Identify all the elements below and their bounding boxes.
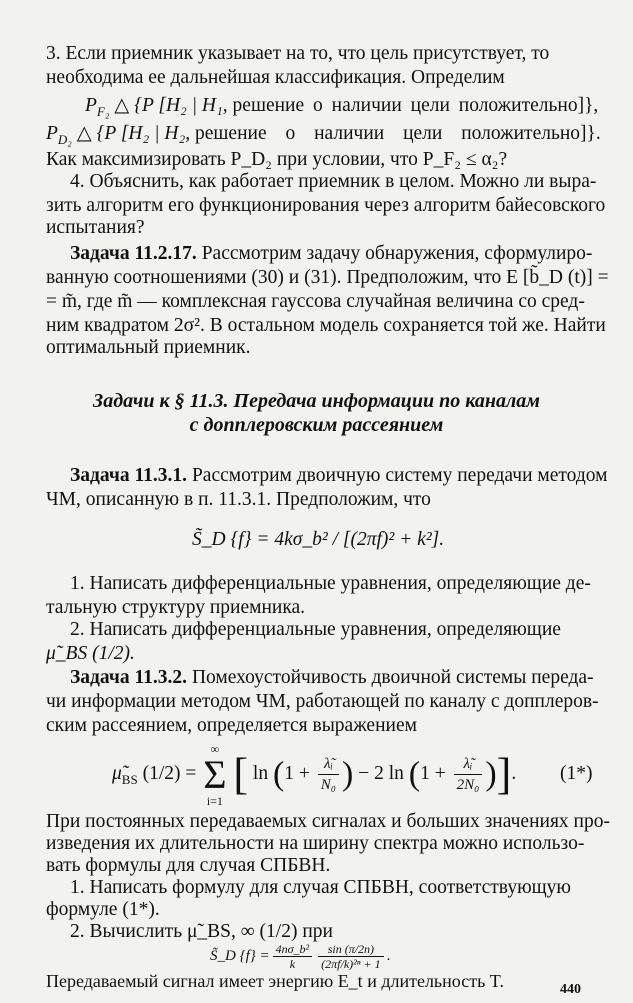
sd2-frac1: [273, 942, 313, 971]
item2-line2: μ̃_BS (1/2).: [46, 643, 135, 664]
task-11-2-17-line5: оптимальный приемник.: [46, 337, 251, 358]
pd-text: решение о наличии цели положительно]}.: [195, 123, 601, 144]
frac-lambda-2n0: [454, 754, 483, 795]
task-11-2-17-line1: [70, 240, 592, 267]
task-11-3-2-line1: [70, 664, 594, 691]
mu-lhs: μ̃: [112, 763, 122, 784]
sum-symbol: ∞ Σ i=1: [203, 741, 227, 808]
task-11-3-1-label: Задача 11.3.1.: [70, 465, 188, 486]
para5-line1: Передаваемый сигнал имеет энергию E_t и длительность T.: [46, 971, 504, 991]
formula-pd: [46, 120, 601, 148]
pf-text: решение о наличии цели положительно]},: [232, 95, 599, 116]
minus-2ln: − 2 ln: [358, 763, 404, 784]
item1-line2: тальную структуру приемника.: [46, 597, 306, 618]
pd-lhs: P: [46, 123, 58, 144]
task-11-3-1-text1: Рассмотрим двоичную систему передачи методом: [191, 465, 608, 486]
sd2-frac2-den: (2πf/k)²ⁿ + 1: [321, 957, 381, 971]
formula-pf: [85, 92, 598, 120]
para1-line1: 3. Если приемник указывает на то, что цель присутствует, то: [46, 43, 550, 64]
task-11-2-17-line2: ванную соотношениями (30) и (31). Предположим, что E [b̃_D (t)] =: [46, 267, 609, 288]
frac2-num: λ̃ᵢ: [454, 754, 483, 775]
page-number: 440: [560, 982, 581, 997]
para4-line3: вать формулы для случая СПБВН.: [46, 855, 331, 876]
task-11-3-2-label: Задача 11.3.2.: [70, 667, 188, 688]
para3-line1: 4. Объяснить, как работает приемник в целом. Можно ли выра-: [70, 171, 597, 192]
para3-line3: испытания?: [46, 217, 145, 238]
sd2-lhs: S̃_D {f} =: [210, 947, 270, 964]
ln1: ln: [252, 763, 269, 784]
task-11-2-17-text1: Рассмотрим задачу обнаружения, сформулиро-: [201, 243, 593, 264]
para4-line1: При постоянных передаваемых сигналах и больших значениях про-: [46, 811, 610, 832]
para2-line1: Как максимизировать P_D₂ при условии, что P_F₂ ≤ α₂?: [46, 149, 508, 170]
task-11-3-1-line2: ЧМ, описанную в п. 11.3.1. Предположим, что: [46, 489, 431, 510]
pf-body: {P [H₂ | H₁,: [134, 95, 228, 116]
item2-line1: 2. Написать дифференциальные уравнения, определяющие: [70, 619, 561, 640]
pf-lhs: P: [85, 95, 97, 116]
task-11-3-2-text1: Помехоустойчивость двоичной системы переда-: [191, 667, 594, 688]
frac-lambda-n0: [318, 754, 339, 795]
task-11-3-1-line1: [70, 462, 607, 489]
pd-lhs-sub: D₂: [57, 132, 72, 147]
item3-line2: формуле (1*).: [46, 899, 160, 920]
one-plus-2: 1 +: [420, 763, 446, 784]
sd2-frac2-num: sin (π/2n): [318, 942, 383, 957]
one-plus-1: 1 +: [284, 763, 310, 784]
sd2-frac1-den: k: [289, 957, 296, 971]
task-11-2-17-line3: = m̃, где m̃ — комплексная гауссова случайная величина со сред-: [46, 291, 585, 312]
para4-line2: изведения их длительности на ширину спектра можно использо-: [46, 833, 585, 854]
section-heading-line2: с допплеровским рассеянием: [189, 414, 444, 436]
sd2-frac1-num: 4nσ_b²: [273, 942, 313, 957]
pd-delta: △: [76, 123, 92, 144]
equation-tag: (1*): [560, 763, 593, 784]
formula-mu-bs: $\mũ_{BS}$ (1/2) = ∞ Σ i=1 [ ln (1 + $\frac{\text{λ̃ᵢ}}{\text{N₀}}$ ) − 2 ln (1 + $\frac{\text{λ̃ᵢ}}{\text{2N₀}}$ )].: [112, 741, 517, 808]
pf-lhs-sub: F₂: [96, 104, 110, 119]
pf-delta: △: [114, 95, 130, 116]
para3-line2: зить алгоритм его функционирования через алгоритм байесовского: [46, 195, 606, 216]
task-11-2-17-label: Задача 11.2.17.: [70, 243, 197, 264]
sd2-end: .: [386, 947, 391, 964]
mu-arg: (1/2) =: [142, 763, 197, 784]
frac1-num: λ̃ᵢ: [318, 754, 339, 775]
frac1-den: N₀: [320, 777, 337, 794]
item4-line1: 2. Вычислить μ̃_BS, ∞ (1/2) при: [70, 921, 333, 942]
item1-line1: 1. Написать дифференциальные уравнения, определяющие де-: [70, 573, 591, 594]
frac2-den: 2N₀: [456, 777, 480, 794]
formula-spectrum-2: [210, 942, 390, 971]
pd-body: {P [H₂ | H₂,: [96, 123, 191, 144]
section-heading-line1: Задачи к § 11.3. Передача информации по каналам: [93, 390, 540, 412]
item3-line1: 1. Написать формулу для случая СПБВН, соответствующую: [70, 877, 571, 898]
para1-line2: необходима ее дальнейшая классификация. Определим: [46, 67, 505, 88]
mu-lhs-sub: BS: [121, 772, 138, 787]
sum-lower: i=1: [206, 793, 223, 808]
formula-spectrum-1: S̃_D {f} = 4kσ_b² / [(2πf)² + k²].: [192, 529, 445, 550]
sd2-frac2: [318, 942, 383, 971]
sum-upper: ∞: [210, 741, 220, 756]
task-11-3-2-line3: ским рассеянием, определяется выражением: [46, 715, 417, 736]
task-11-2-17-line4: ним квадратом 2σ². В остальном модель сохраняется той же. Найти: [46, 315, 606, 336]
task-11-3-2-line2: чи информации методом ЧМ, работающей по каналу с допплеров-: [46, 691, 599, 712]
